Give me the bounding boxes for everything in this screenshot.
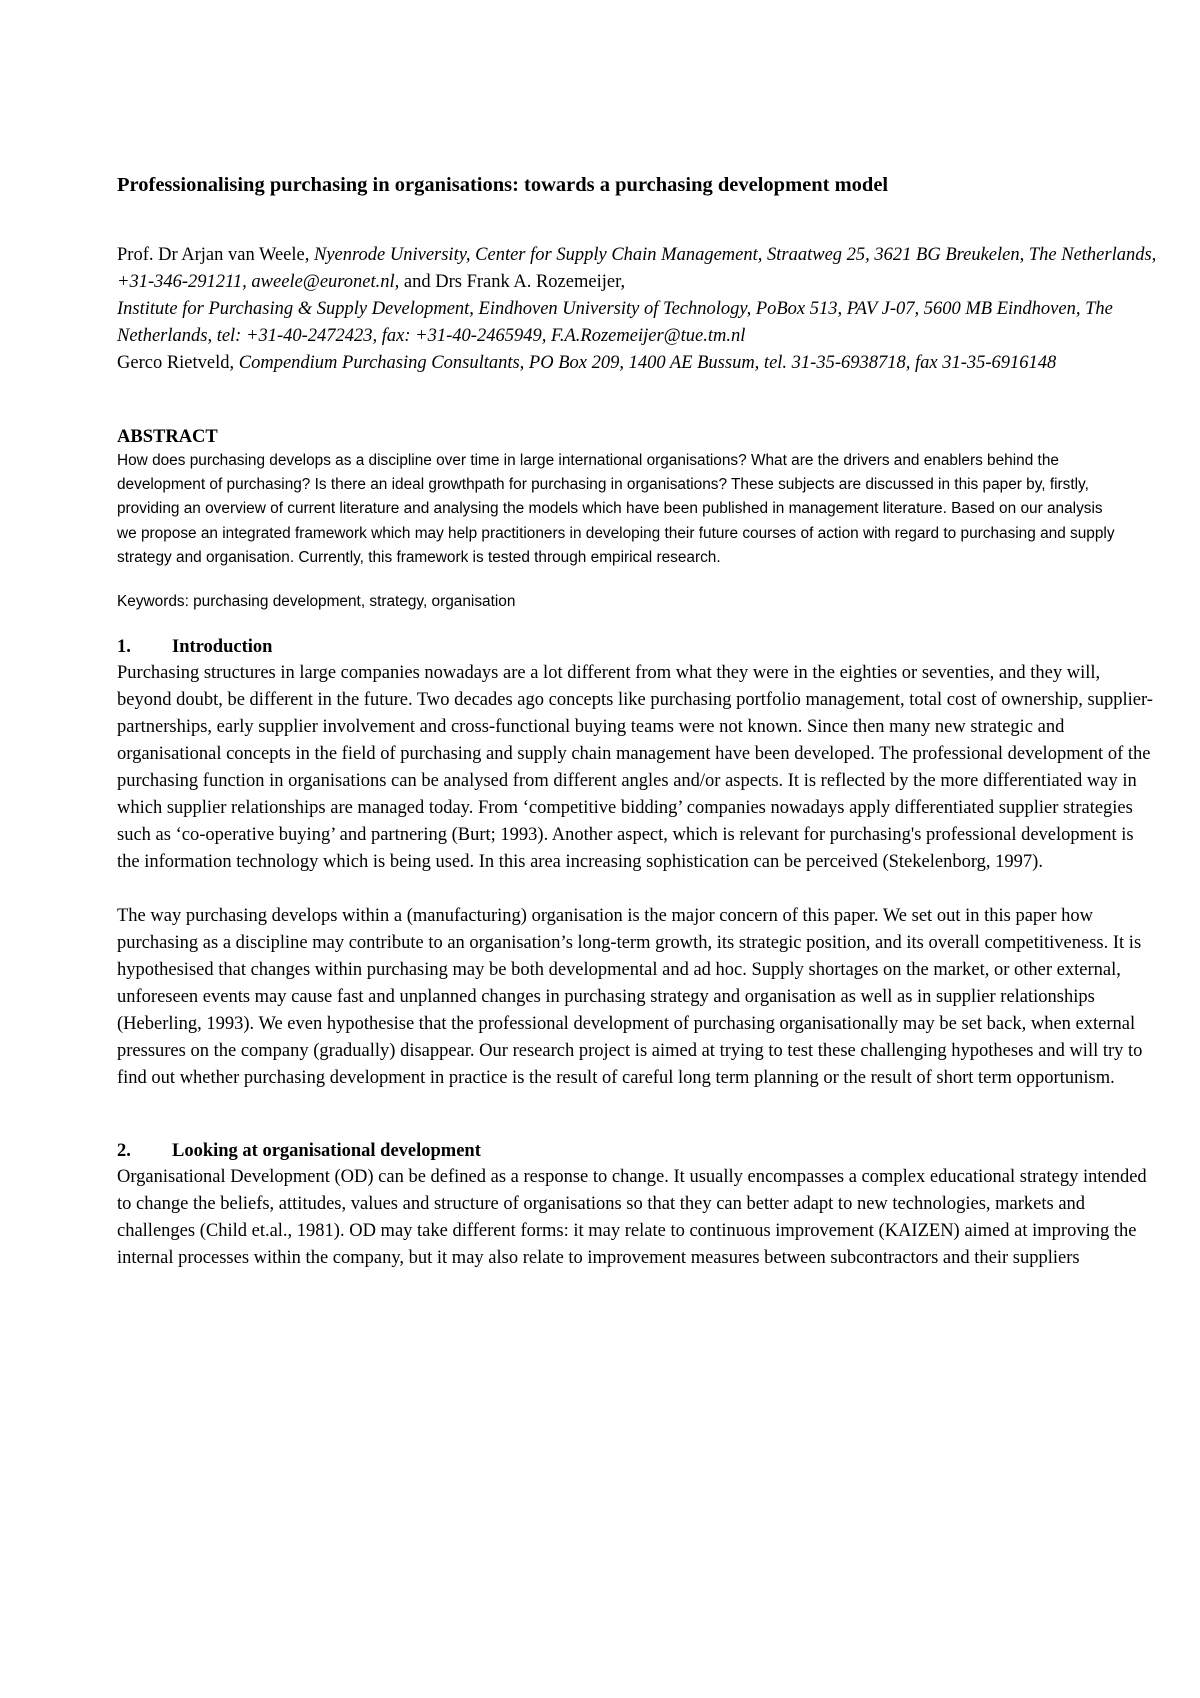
author-3-affiliation: Compendium Purchasing Consultants, PO Box 209, 1400 AE Bussum, tel. 31-35-6938718, fax 31-35-6916148 xyxy=(238,353,1057,373)
section-number: 1. xyxy=(117,637,131,658)
author-conjunction: and Drs Frank A. Rozemeijer, xyxy=(399,272,626,292)
paper-content xyxy=(117,172,1157,1272)
section-body-organisational-development xyxy=(117,1164,1157,1272)
section-title: Looking at organisational development xyxy=(172,1141,481,1162)
section-number: 2. xyxy=(117,1141,131,1162)
paragraph: The way purchasing develops within a (manufacturing) organisation is the major concern of this paper. We set out in this paper how purchasing as a discipline may contribute to an organisation’s long-term growth, its strategic position, and its overall competitiveness. It is hypothesised that changes within purchasing may be both developmental and ad hoc. Supply shortages on the market, or other external, unforeseen events may cause fast and unplanned changes in purchasing strategy and organisation as well as in supplier relationships (Heberling, 1993). We even hypothesise that the professional development of purchasing organisationally may be set back, when external pressures on the company (gradually) disappear. Our research project is aimed at trying to test these challenging hypotheses and will try to find out whether purchasing development in practice is the result of careful long term planning or the result of short term opportunism. xyxy=(117,906,1143,1089)
author-1-name: Prof. Dr Arjan van Weele, xyxy=(117,245,314,265)
section-body-introduction xyxy=(117,660,1157,1092)
paragraph: Organisational Development (OD) can be defined as a response to change. It usually encompasses a complex educational strategy intended to change the beliefs, attitudes, values and structure of organisations so that they can better adapt to new technologies, markets and challenges (Child et.al., 1981). OD may take different forms: it may relate to continuous improvement (KAIZEN) aimed at improving the internal processes within the company, but it may also relate to improvement measures between subcontractors and their suppliers xyxy=(117,1167,1147,1269)
section-heading-introduction xyxy=(117,634,1157,660)
author-2-affiliation: Institute for Purchasing & Supply Development, Eindhoven University of Technology, PoBox 513, PAV J-07, 5600 MB Eindhoven, The Netherlands, tel: +31-40-2472423, fax: +31-40-2465949, F.A.Rozemeijer@tue.tm.nl xyxy=(117,299,1113,346)
abstract-heading: ABSTRACT xyxy=(117,427,218,447)
author-block xyxy=(117,242,1157,377)
paper-title: Professionalising purchasing in organisations: towards a purchasing development model xyxy=(117,174,889,196)
author-1-affiliation: Nyenrode University, Center for Supply Chain Management, Straatweg 25, 3621 BG Breukelen, The Netherlands, +31-346-291211, aweele@euronet.nl, xyxy=(117,245,1157,292)
keywords: Keywords: purchasing development, strategy, organisation xyxy=(117,593,516,611)
paragraph: Purchasing structures in large companies nowadays are a lot different from what they were in the eighties or seventies, and they will, beyond doubt, be different in the future. Two decades ago concepts like purchasing portfolio management, total cost of ownership, supplier-partnerships, early supplier involvement and cross-functional buying teams were not known. Since then many new strategic and organisational concepts in the field of purchasing and supply chain management have been developed. The professional development of the purchasing function in organisations can be analysed from different angles and/or aspects. It is reflected by the more differentiated way in which supplier relationships are managed today. From ‘competitive bidding’ companies nowadays apply differentiated supplier strategies such as ‘co-operative buying’ and partnering (Burt; 1993). Another aspect, which is relevant for purchasing's professional development is the information technology which is being used. In this area increasing sophistication can be perceived (Stekelenborg, 1997). xyxy=(117,663,1153,873)
abstract-body: How does purchasing develops as a discipline over time in large international organisations? What are the drivers and enablers behind the development of purchasing? Is there an ideal growthpath for purchasing in organisations? These subjects are discussed in this paper by, firstly, providing an overview of current literature and analysing the models which have been published in management literature. Based on our analysis we propose an integrated framework which may help practitioners in developing their future courses of action with regard to purchasing and supply strategy and organisation. Currently, this framework is tested through empirical research. xyxy=(117,452,1115,566)
section-heading-organisational-development xyxy=(117,1138,1157,1164)
author-3-name: Gerco Rietveld, xyxy=(117,353,239,373)
section-title: Introduction xyxy=(172,637,273,658)
